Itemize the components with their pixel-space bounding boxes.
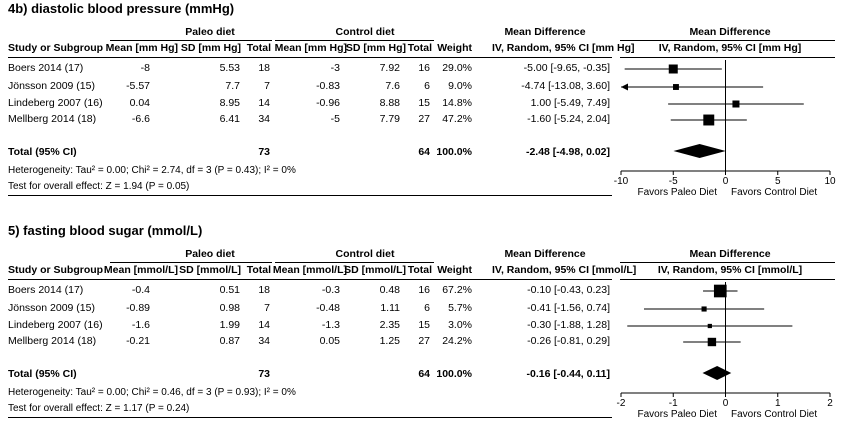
column-header-m2: Mean [mmol/L]: [272, 264, 347, 276]
cell-m2: 0.05: [319, 335, 340, 347]
heterogeneity-text: Heterogeneity: Tau² = 0.00; Chi² = 0.46, df = 3 (P = 0.93); I² = 0%: [8, 387, 296, 398]
cell-n2: 16: [418, 284, 430, 296]
x-tick-label: -10: [613, 176, 629, 187]
column-header-study: Study or Subgroup: [8, 264, 104, 276]
cell-n1: 18: [258, 62, 270, 74]
mean-difference-header: Mean Difference: [504, 248, 586, 260]
cell-ci: -0.10 [-0.43, 0.23]: [527, 284, 610, 296]
cell-n2: 15: [418, 319, 430, 331]
group-header-paleo: Paleo diet: [185, 26, 235, 38]
cell-m2: -5: [330, 113, 340, 125]
plot-subheader: IV, Random, 95% CI [mmol/L]: [657, 264, 803, 276]
cell-sd2: 0.48: [379, 284, 400, 296]
cell-m2: -1.3: [321, 319, 340, 331]
total-n1: 73: [258, 368, 270, 380]
cell-m1: -5.57: [126, 80, 150, 92]
x-tick-label: -2: [616, 398, 626, 409]
panel-title: 5) fasting blood sugar (mmol/L): [8, 223, 203, 238]
column-header-sd1: SD [mmol/L]: [179, 264, 241, 276]
cell-n2: 16: [418, 62, 430, 74]
cell-sd1: 5.53: [219, 62, 240, 74]
plot-header: Mean Difference: [689, 248, 771, 260]
cell-n1: 34: [258, 335, 270, 347]
cell-ci: -1.60 [-5.24, 2.04]: [527, 113, 610, 125]
cell-sd2: 8.88: [379, 97, 400, 109]
plot-subheader: IV, Random, 95% CI [mm Hg]: [658, 42, 802, 54]
column-header-sd2: SD [mmol/L]: [344, 264, 406, 276]
cell-weight: 67.2%: [442, 284, 472, 296]
x-tick-label: 0: [722, 176, 729, 187]
study-point: [669, 64, 678, 73]
overall-effect-text: Test for overall effect: Z = 1.17 (P = 0.24): [8, 403, 190, 414]
column-header-sd1: SD [mm Hg]: [180, 42, 241, 54]
x-tick-label: -1: [668, 398, 678, 409]
favors-left-label: Favors Paleo Diet: [637, 409, 717, 420]
cell-sd2: 2.35: [379, 319, 400, 331]
total-weight: 100.0%: [436, 146, 472, 158]
cell-n1: 34: [258, 113, 270, 125]
column-header-ci: IV, Random, 95% CI [mmol/L]: [492, 264, 637, 276]
plot-header: Mean Difference: [689, 26, 771, 38]
group-header-paleo: Paleo diet: [185, 248, 235, 260]
group-header-control: Control diet: [335, 26, 395, 38]
cell-sd1: 0.87: [219, 335, 240, 347]
study-point: [708, 324, 712, 328]
cell-sd1: 0.98: [219, 302, 240, 314]
study-point: [703, 115, 714, 126]
column-header-weight: Weight: [437, 264, 472, 276]
cell-sd2: 1.25: [379, 335, 400, 347]
favors-right-label: Favors Control Diet: [731, 187, 818, 198]
cell-sd1: 7.7: [225, 80, 240, 92]
cell-m1: -1.6: [131, 319, 150, 331]
cell-m1: 0.04: [129, 97, 150, 109]
study-name: Mellberg 2014 (18): [8, 335, 97, 347]
x-tick-label: 0: [722, 398, 729, 409]
column-header-study: Study or Subgroup: [8, 42, 104, 54]
total-ci: -2.48 [-4.98, 0.02]: [525, 146, 610, 158]
cell-weight: 5.7%: [448, 302, 472, 314]
column-header-m1: Mean [mmol/L]: [103, 264, 178, 276]
column-header-sd2: SD [mm Hg]: [345, 42, 406, 54]
study-name: Lindeberg 2007 (16): [8, 319, 103, 331]
cell-weight: 47.2%: [442, 113, 472, 125]
study-name: Boers 2014 (17): [8, 284, 84, 296]
total-n2: 64: [418, 368, 430, 380]
cell-m1: -0.4: [131, 284, 150, 296]
study-point: [714, 285, 727, 298]
cell-m1: -6.6: [131, 113, 150, 125]
study-point: [708, 338, 716, 346]
cell-sd1: 1.99: [219, 319, 240, 331]
cell-ci: 1.00 [-5.49, 7.49]: [530, 97, 610, 109]
cell-m2: -0.3: [321, 284, 340, 296]
cell-n2: 6: [424, 302, 430, 314]
x-tick-label: 5: [774, 176, 781, 187]
cell-sd2: 1.11: [380, 302, 400, 314]
ci-arrow-left: [621, 84, 628, 91]
pooled-diamond: [703, 366, 732, 380]
study-point: [673, 84, 679, 90]
panel-title: 4b) diastolic blood pressure (mmHg): [8, 1, 235, 16]
cell-ci: -4.74 [-13.08, 3.60]: [521, 80, 610, 92]
cell-n2: 27: [418, 335, 430, 347]
mean-difference-header: Mean Difference: [504, 26, 586, 38]
cell-m2: -0.96: [316, 97, 340, 109]
cell-sd1: 0.51: [219, 284, 240, 296]
study-name: Boers 2014 (17): [8, 62, 84, 74]
favors-left-label: Favors Paleo Diet: [637, 187, 717, 198]
cell-m1: -8: [140, 62, 150, 74]
cell-sd1: 8.95: [219, 97, 240, 109]
cell-n2: 27: [418, 113, 430, 125]
total-label: Total (95% CI): [8, 368, 77, 380]
total-n2: 64: [418, 146, 430, 158]
x-tick-label: -5: [668, 176, 678, 187]
total-n1: 73: [258, 146, 270, 158]
cell-n1: 18: [258, 284, 270, 296]
cell-n1: 14: [258, 97, 270, 109]
x-tick-label: 1: [774, 398, 781, 409]
cell-ci: -5.00 [-9.65, -0.35]: [523, 62, 610, 74]
study-name: Lindeberg 2007 (16): [8, 97, 103, 109]
cell-m2: -3: [330, 62, 340, 74]
cell-sd2: 7.79: [379, 113, 400, 125]
column-header-n2: Total: [407, 42, 432, 54]
cell-sd2: 7.92: [379, 62, 400, 74]
heterogeneity-text: Heterogeneity: Tau² = 0.00; Chi² = 2.74, df = 3 (P = 0.43); I² = 0%: [8, 165, 296, 176]
study-name: Mellberg 2014 (18): [8, 113, 97, 125]
cell-ci: -0.41 [-1.56, 0.74]: [527, 302, 610, 314]
column-header-ci: IV, Random, 95% CI [mm Hg]: [492, 42, 635, 54]
cell-weight: 3.0%: [448, 319, 472, 331]
study-point: [732, 100, 739, 107]
cell-n2: 15: [418, 97, 430, 109]
group-header-control: Control diet: [335, 248, 395, 260]
cell-n1: 7: [264, 302, 270, 314]
cell-n1: 14: [258, 319, 270, 331]
study-name: Jönsson 2009 (15): [8, 302, 95, 314]
total-label: Total (95% CI): [8, 146, 77, 158]
cell-sd1: 6.41: [219, 113, 240, 125]
cell-m2: -0.48: [316, 302, 340, 314]
cell-sd2: 7.6: [385, 80, 400, 92]
x-tick-label: 2: [827, 398, 833, 409]
cell-ci: -0.30 [-1.88, 1.28]: [527, 319, 610, 331]
x-tick-label: 10: [824, 176, 836, 187]
cell-m1: -0.21: [126, 335, 150, 347]
cell-ci: -0.26 [-0.81, 0.29]: [527, 335, 610, 347]
cell-m2: -0.83: [316, 80, 340, 92]
study-point: [702, 306, 707, 311]
cell-m1: -0.89: [126, 302, 150, 314]
overall-effect-text: Test for overall effect: Z = 1.94 (P = 0.05): [8, 181, 190, 192]
cell-weight: 24.2%: [442, 335, 472, 347]
column-header-n1: Total: [246, 42, 271, 54]
column-header-n1: Total: [246, 264, 271, 276]
cell-weight: 9.0%: [448, 80, 472, 92]
cell-weight: 14.8%: [442, 97, 472, 109]
cell-weight: 29.0%: [442, 62, 472, 74]
column-header-m2: Mean [mm Hg]: [274, 42, 347, 54]
total-ci: -0.16 [-0.44, 0.11]: [526, 368, 610, 380]
column-header-n2: Total: [407, 264, 432, 276]
cell-n2: 6: [424, 80, 430, 92]
study-name: Jönsson 2009 (15): [8, 80, 95, 92]
total-weight: 100.0%: [436, 368, 472, 380]
cell-n1: 7: [264, 80, 270, 92]
column-header-weight: Weight: [437, 42, 472, 54]
favors-right-label: Favors Control Diet: [731, 409, 818, 420]
pooled-diamond: [673, 144, 725, 158]
column-header-m1: Mean [mm Hg]: [105, 42, 178, 54]
